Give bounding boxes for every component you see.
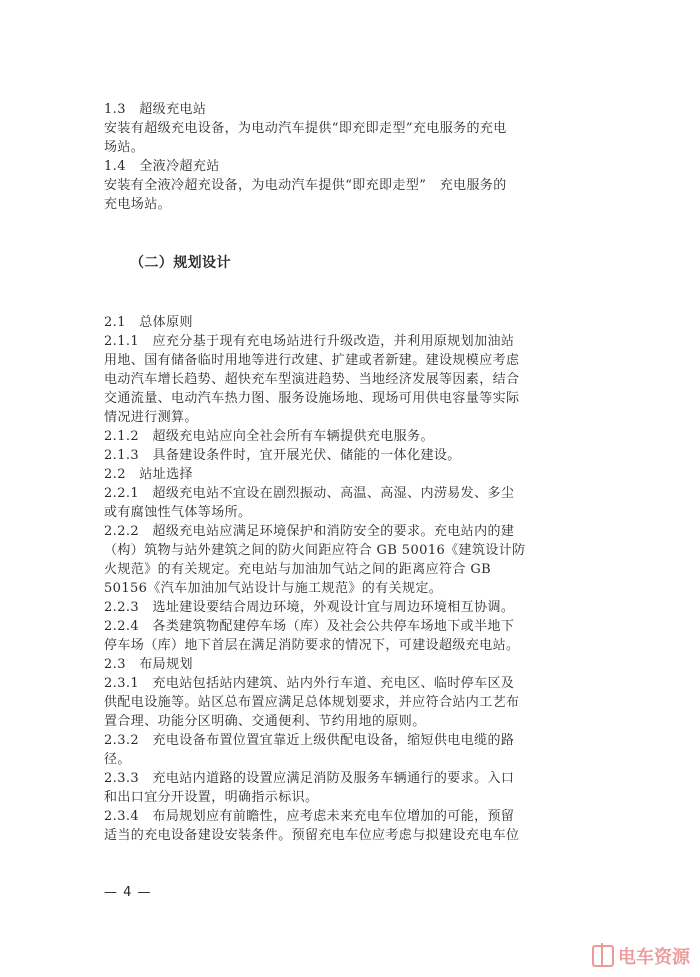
text-line: 2.1.3 具备建设条件时，宜开展光伏、储能的一体化建设。	[104, 448, 461, 463]
text-line: 用地、国有储备临时用地等进行改建、扩建或者新建。建设规模应考虑	[104, 353, 520, 368]
text-line: 置合理、功能分区明确、交通便利、节约用地的原则。	[104, 714, 426, 729]
text-line: 火规范》的有关规定。充电站与加油加气站之间的距离应符合 GB	[104, 562, 492, 577]
watermark	[592, 943, 690, 969]
text-line: 充电场站。	[104, 197, 172, 212]
text-line: 2.2.2 超级充电站应满足环境保护和消防安全的要求。充电站内的建	[104, 524, 515, 539]
page-number: — 4 —	[104, 885, 152, 900]
text-line: 安装有全液冷超充设备，为电动汽车提供“即充即走型” 充电服务的	[104, 178, 507, 193]
page-content	[104, 100, 588, 845]
text-line: 2.3.2 充电设备布置位置宜靠近上级供配电设备，缩短供电电缆的路	[104, 733, 515, 748]
text-line: 2.3.3 充电站内道路的设置应满足消防及服务车辆通行的要求。入口	[104, 771, 515, 786]
text-line: 安装有超级充电设备，为电动汽车提供“即充即走型”充电服务的充电	[104, 121, 507, 136]
text-line: 供配电设施等。站区总布置应满足总体规划要求，并应符合站内工艺布	[104, 695, 520, 710]
section-heading: （二）规划设计	[130, 255, 231, 271]
text-line: 2.2.3 选址建设要结合周边环境，外观设计宜与周边环境相互协调。	[104, 600, 515, 615]
text-line: 情况进行测算。	[104, 410, 198, 425]
text-line: 场站。	[104, 140, 145, 155]
spacer	[104, 214, 588, 254]
text-line: 2.2.1 超级充电站不宜设在剧烈振动、高温、高湿、内涝易发、多尘	[104, 486, 515, 501]
text-line: 2.1.2 超级充电站应向全社会所有车辆提供充电服务。	[104, 429, 434, 444]
text-line: 50156《汽车加油加气站设计与施工规范》的有关规定。	[104, 581, 443, 596]
text-line: 2.3.4 布局规划应有前瞻性，应考虑未来充电车位增加的可能，预留	[104, 809, 515, 824]
text-line: 停车场（库）地下首层在满足消防要求的情况下，可建设超级充电站。	[104, 638, 520, 653]
text-line: 2.1.1 应充分基于现有充电场站进行升级改造，并利用原规划加油站	[104, 334, 515, 349]
text-line: 2.2.4 各类建筑物配建停车场（库）及社会公共停车场地下或半地下	[104, 619, 515, 634]
text-line: 2.2 站址选择	[104, 467, 193, 482]
text-line: 2.3.1 充电站包括站内建筑、站内外行车道、充电区、临时停车区及	[104, 676, 515, 691]
text-line: 1.3 超级充电站	[104, 102, 207, 117]
text-line: 径。	[104, 752, 131, 767]
text-line: 适当的充电设备建设安装条件。预留充电车位应考虑与拟建设充电车位	[104, 828, 520, 843]
spacer	[104, 273, 588, 313]
text-line: 2.1 总体原则	[104, 315, 193, 330]
text-line: （构）筑物与站外建筑之间的防火间距应符合 GB 50016《建筑设计防	[104, 543, 526, 558]
text-line: 或有腐蚀性气体等场所。	[104, 505, 252, 520]
text-line: 和出口宜分开设置，明确指示标识。	[104, 790, 319, 805]
body-block	[104, 313, 588, 845]
watermark-text: 电车资源	[618, 947, 690, 968]
text-line: 2.3 布局规划	[104, 657, 193, 672]
top-block	[104, 100, 588, 214]
watermark-logo-icon	[592, 945, 614, 967]
text-line: 交通流量、电动汽车热力图、服务设施场地、现场可用供电容量等实际	[104, 391, 520, 406]
text-line: 1.4 全液冷超充站	[104, 159, 220, 174]
text-line: 电动汽车增长趋势、超快充车型演进趋势、当地经济发展等因素，结合	[104, 372, 520, 387]
